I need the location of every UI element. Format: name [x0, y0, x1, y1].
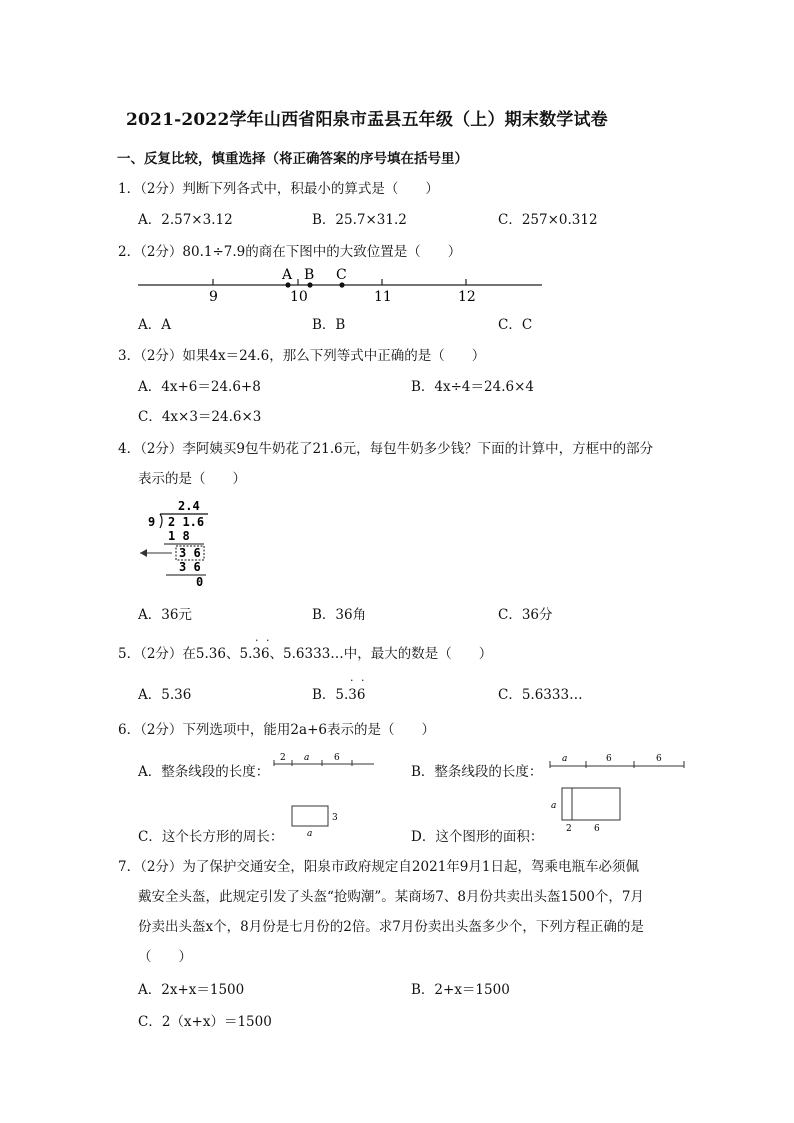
question-4-option-a[interactable]: A．36元 — [138, 607, 192, 623]
rectangle-c-bottom-label: a — [307, 829, 313, 839]
question-7-line1: 7．（2分）为了保护交通安全，阳泉市政府规定自2021年9月1日起，驾乘电瓶车必须佩 — [118, 859, 639, 875]
division-dividend: 2 1.6 — [168, 515, 205, 529]
long-division-figure — [138, 497, 228, 587]
question-1-option-c[interactable]: C．257×0.312 — [498, 212, 598, 228]
area-d-bottom-label-1: 2 — [566, 824, 572, 834]
question-7-option-b[interactable]: B．2+x＝1500 — [411, 982, 510, 998]
question-6-option-b[interactable]: B．整条线段的长度： — [411, 764, 543, 780]
segment-a-label-3: 6 — [334, 753, 340, 763]
question-5-stem: 5．（2分）在5.36、5.36、5.6333…中，最大的数是（ ） — [118, 646, 493, 662]
area-figure-d — [548, 786, 628, 834]
question-5-option-a[interactable]: A．5.36 — [138, 687, 192, 703]
point-c-label: C — [336, 267, 347, 283]
number-line-figure — [136, 265, 556, 305]
question-5-option-b[interactable]: B．5.36 — [312, 687, 366, 703]
question-7-option-c[interactable]: C．2（x+x）＝1500 — [138, 1014, 272, 1030]
segment-b-label-2: 6 — [606, 754, 612, 764]
question-4-option-c[interactable]: C．36分 — [498, 607, 553, 623]
question-2-option-b[interactable]: B．B — [312, 317, 346, 333]
question-6-option-c[interactable]: C．这个长方形的周长： — [138, 829, 284, 845]
tick-label-11: 11 — [374, 289, 392, 305]
question-3-option-c[interactable]: C．4x×3＝24.6×3 — [138, 409, 262, 425]
question-2-option-c[interactable]: C．C — [498, 317, 533, 333]
question-2-option-a[interactable]: A．A — [138, 317, 171, 333]
question-7-line4: （ ） — [138, 949, 192, 965]
tick-label-12: 12 — [458, 289, 476, 305]
segment-b-label-3: 6 — [656, 754, 662, 764]
division-remainder-boxed: 3 6 — [179, 546, 201, 560]
point-b-marker — [307, 282, 312, 287]
question-4-stem-line1: 4．（2分）李阿姨买9包牛奶花了21.6元，每包牛奶多少钱？下面的计算中，方框中的部分 — [118, 441, 654, 457]
question-1-option-a[interactable]: A．2.57×3.12 — [138, 212, 233, 228]
question-7-line2: 戴安全头盔，此规定引发了头盔“抢购潮”。某商场7、8月份共卖出头盔1500个，7月 — [138, 889, 644, 905]
question-1-option-b[interactable]: B．25.7×31.2 — [312, 212, 407, 228]
question-1-stem: 1．（2分）判断下列各式中，积最小的算式是（ ） — [118, 181, 439, 197]
question-3-option-a[interactable]: A．4x+6＝24.6+8 — [138, 379, 261, 395]
repeating-dots-option-b: · · — [350, 674, 367, 687]
segment-figure-b — [548, 752, 688, 772]
question-6-stem: 6．（2分）下列选项中，能用2a+6表示的是（ ） — [118, 722, 435, 738]
tick-label-9: 9 — [209, 289, 218, 305]
section-heading: 一、反复比较，慎重选择（将正确答案的序号填在括号里） — [117, 151, 468, 167]
area-d-side-label: a — [551, 801, 557, 811]
division-subtract-1: 1 8 — [168, 529, 190, 543]
segment-figure-a — [270, 752, 380, 772]
point-b-label: B — [304, 267, 315, 283]
area-d-bottom-label-2: 6 — [594, 824, 600, 834]
question-6-option-a[interactable]: A．整条线段的长度： — [138, 764, 270, 780]
point-a-marker — [285, 282, 290, 287]
point-a-label: A — [282, 267, 293, 283]
segment-a-label-2: a — [304, 753, 310, 763]
division-divisor: 9 — [148, 515, 156, 529]
question-7-option-a[interactable]: A．2x+x＝1500 — [138, 982, 245, 998]
question-2-stem: 2．（2分）80.1÷7.9的商在下图中的大致位置是（ ） — [118, 244, 462, 260]
division-subtract-2: 3 6 — [179, 560, 201, 574]
page-title: 2021-2022学年山西省阳泉市盂县五年级（上）期末数学试卷 — [126, 110, 608, 130]
repeating-dots-stem: · · — [255, 634, 272, 647]
division-final: 0 — [196, 575, 204, 589]
question-3-option-b[interactable]: B．4x÷4＝24.6×4 — [411, 379, 534, 395]
question-7-line3: 份卖出头盔x个，8月份是七月份的2倍。求7月份卖出头盔多少个，下列方程正确的是 — [138, 919, 644, 935]
tick-label-10: 10 — [290, 289, 308, 305]
question-5-option-c[interactable]: C．5.6333… — [498, 687, 583, 703]
rectangle-c-side-label: 3 — [332, 813, 338, 823]
question-6-option-d[interactable]: D．这个图形的面积： — [411, 829, 544, 845]
point-c-marker — [339, 282, 344, 287]
question-3-stem: 3．（2分）如果4x＝24.6，那么下列等式中正确的是（ ） — [118, 348, 486, 364]
question-4-stem-line2: 表示的是（ ） — [138, 471, 246, 487]
division-quotient: 2.4 — [178, 499, 200, 513]
segment-b-label-1: a — [562, 754, 568, 764]
segment-a-label-1: 2 — [280, 753, 286, 763]
rectangle-figure-c — [290, 802, 350, 842]
question-4-option-b[interactable]: B．36角 — [312, 607, 367, 623]
